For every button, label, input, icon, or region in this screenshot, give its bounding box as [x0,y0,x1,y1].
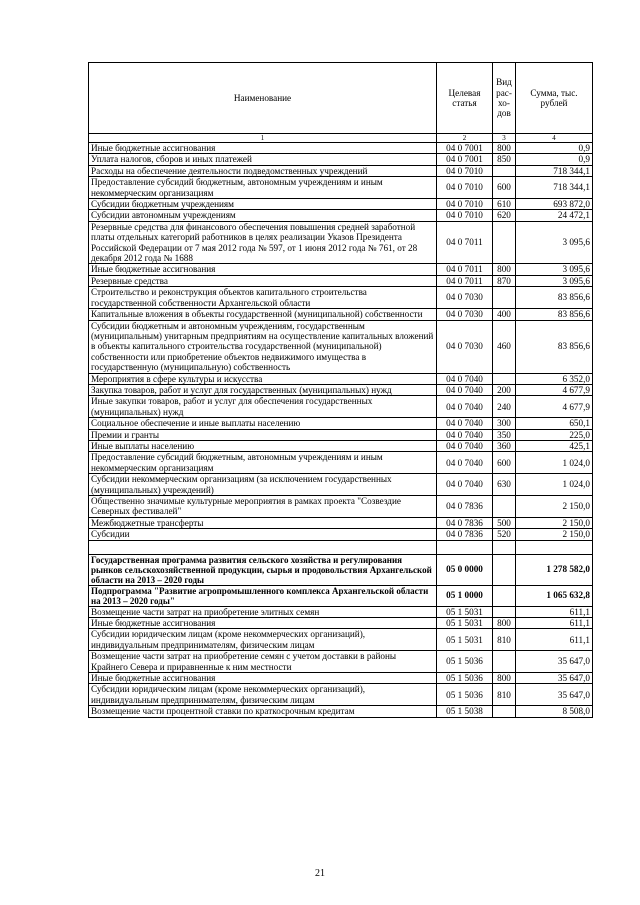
cell-code: 04 0 7040 [437,396,493,418]
cell-name: Субсидии юридическим лицам (кроме некоммерческих организаций), индивидуальным предпринимателям, физическим лицам [89,629,437,651]
table-row [89,651,593,673]
cell-code: 04 0 7836 [437,517,493,528]
cell-name: Иные выплаты населению [89,440,437,451]
cell-vid: 800 [493,673,516,684]
header-sum: Сумма, тыс. рублей [516,63,593,134]
table-row [89,529,593,540]
table-row [89,143,593,154]
cell-code: 05 1 5036 [437,673,493,684]
header-code: Целевая статья [437,63,493,134]
cell-code: 05 1 5038 [437,706,493,717]
table-row [89,384,593,395]
page-number: 21 [315,868,325,879]
cell-sum: 35 647,0 [516,673,593,684]
table-row [89,418,593,429]
table-row [89,673,593,684]
cell-sum: 225,0 [516,429,593,440]
cell-name: Расходы на обеспечение деятельности подведомственных учреждений [89,165,437,176]
cell-sum: 1 024,0 [516,452,593,474]
cell-sum: 24 472,1 [516,210,593,221]
cell-vid [493,496,516,518]
cell-name: Общественно значимые культурные мероприятия в рамках проекта "Созвездие Северных фестивалей" [89,496,437,518]
cell-code: 04 0 7010 [437,165,493,176]
table-row [89,429,593,440]
cell-name: Мероприятия в сфере культуры и искусства [89,373,437,384]
cell-vid: 800 [493,143,516,154]
cell-vid [493,554,516,585]
cell-vid: 810 [493,629,516,651]
table-row [89,264,593,275]
cell-code: 04 0 7010 [437,177,493,199]
table-row [89,309,593,320]
cell-vid: 600 [493,452,516,474]
cell-sum: 4 677,9 [516,384,593,395]
cell-sum: 611,1 [516,606,593,617]
table-row [89,199,593,210]
cell-code: 04 0 7010 [437,210,493,221]
cell-code: 04 0 7040 [437,452,493,474]
cell-sum: 35 647,0 [516,651,593,673]
cell-code: 05 0 0000 [437,554,493,585]
cell-vid: 810 [493,684,516,706]
cell-vid: 460 [493,320,516,373]
cell-sum: 0,9 [516,143,593,154]
cell-vid: 300 [493,418,516,429]
cell-sum [516,540,593,554]
cell-sum: 1 065 632,8 [516,585,593,606]
table-row [89,618,593,629]
cell-sum: 0,9 [516,154,593,165]
cell-vid: 500 [493,517,516,528]
column-number-row [89,134,593,143]
cell-name: Государственная программа развития сельского хозяйства и регулирования рынков сельскохозяйственной продукции, сырья и продовольствия Архангельской области на 2013 – 2020 годы [89,554,437,585]
cell-code: 04 0 7040 [437,429,493,440]
column-number-1: 1 [89,134,437,143]
spacer-row [89,540,593,554]
cell-sum: 6 352,0 [516,373,593,384]
cell-sum: 4 677,9 [516,396,593,418]
cell-sum: 83 856,6 [516,287,593,309]
cell-sum: 611,1 [516,629,593,651]
cell-vid [493,373,516,384]
cell-sum: 83 856,6 [516,309,593,320]
cell-name: Социальное обеспечение и иные выплаты населению [89,418,437,429]
cell-code [437,540,493,554]
cell-name [89,540,437,554]
cell-code: 04 0 7836 [437,529,493,540]
budget-table [88,62,593,718]
cell-vid: 870 [493,275,516,286]
cell-code: 04 0 7040 [437,418,493,429]
cell-vid: 850 [493,154,516,165]
table-row [89,275,593,286]
cell-sum: 1 024,0 [516,474,593,496]
cell-name: Иные бюджетные ассигнования [89,673,437,684]
cell-vid: 800 [493,264,516,275]
column-number-3: 3 [493,134,516,143]
cell-vid: 600 [493,177,516,199]
table-header-row [89,63,593,134]
cell-name: Субсидии бюджетным учреждениям [89,199,437,210]
cell-code: 04 0 7040 [437,440,493,451]
table-row [89,684,593,706]
column-number-2: 2 [437,134,493,143]
table-row [89,165,593,176]
cell-vid [493,651,516,673]
column-number-4: 4 [516,134,593,143]
cell-sum: 83 856,6 [516,320,593,373]
table-row [89,629,593,651]
table-row [89,440,593,451]
cell-code: 04 0 7040 [437,384,493,395]
cell-vid [493,287,516,309]
cell-code: 04 0 7040 [437,474,493,496]
cell-code: 05 1 0000 [437,585,493,606]
cell-name: Возмещение части затрат на приобретение элитных семян [89,606,437,617]
cell-vid: 240 [493,396,516,418]
cell-vid: 630 [493,474,516,496]
table-row [89,452,593,474]
cell-name: Иные закупки товаров, работ и услуг для обеспечения государственных (муниципальных) нужд [89,396,437,418]
cell-sum: 3 095,6 [516,264,593,275]
cell-code: 04 0 7040 [437,373,493,384]
cell-sum: 3 095,6 [516,275,593,286]
cell-name: Иные бюджетные ассигнования [89,618,437,629]
table-row [89,474,593,496]
table-row [89,177,593,199]
cell-name: Межбюджетные трансферты [89,517,437,528]
cell-code: 04 0 7011 [437,275,493,286]
table-row [89,606,593,617]
cell-sum: 425,1 [516,440,593,451]
cell-name: Закупка товаров, работ и услуг для государственных (муниципальных) нужд [89,384,437,395]
cell-name: Субсидии бюджетным и автономным учреждениям, государственным (муниципальным) унитарным предприятиям на осуществление капитальных вложений в объекты капитального строительства государственной (муниципальной) собственности или приобретение объектов недвижимого имущества в государственную (муниципальную) собственность [89,320,437,373]
table-row [89,396,593,418]
cell-name: Субсидии автономным учреждениям [89,210,437,221]
cell-sum: 2 150,0 [516,517,593,528]
cell-vid: 520 [493,529,516,540]
cell-code: 04 0 7030 [437,287,493,309]
cell-name: Возмещение части затрат на приобретение семян с учетом доставки в районы Крайнего Севера и приравненные к ним местности [89,651,437,673]
cell-name: Резервные средства [89,275,437,286]
cell-sum: 611,1 [516,618,593,629]
cell-code: 04 0 7011 [437,221,493,264]
cell-code: 05 1 5036 [437,684,493,706]
cell-name: Подпрограмма "Развитие агропромышленного комплекса Архангельской области на 2013 – 2020 годы" [89,585,437,606]
cell-sum: 693 872,0 [516,199,593,210]
table-row [89,496,593,518]
cell-code: 04 0 7010 [437,199,493,210]
cell-code: 04 0 7030 [437,309,493,320]
cell-code: 04 0 7001 [437,143,493,154]
cell-code: 05 1 5036 [437,651,493,673]
table-row [89,585,593,606]
cell-vid: 350 [493,429,516,440]
cell-code: 05 1 5031 [437,606,493,617]
cell-name: Субсидии юридическим лицам (кроме некоммерческих организаций), индивидуальным предпринимателям, физическим лицам [89,684,437,706]
cell-code: 04 0 7011 [437,264,493,275]
cell-vid: 200 [493,384,516,395]
cell-sum: 718 344,1 [516,165,593,176]
table-row [89,554,593,585]
cell-name: Субсидии некоммерческим организациям (за исключением государственных (муниципальных) учреждений) [89,474,437,496]
cell-sum: 718 344,1 [516,177,593,199]
cell-sum: 8 508,0 [516,706,593,717]
cell-vid [493,585,516,606]
cell-code: 04 0 7836 [437,496,493,518]
cell-code: 05 1 5031 [437,629,493,651]
cell-name: Премии и гранты [89,429,437,440]
cell-vid: 400 [493,309,516,320]
cell-sum: 35 647,0 [516,684,593,706]
table-row [89,706,593,717]
cell-vid: 620 [493,210,516,221]
cell-vid: 360 [493,440,516,451]
cell-name: Возмещение части процентной ставки по краткосрочным кредитам [89,706,437,717]
header-name: Наименование [89,63,437,134]
cell-name: Предоставление субсидий бюджетным, автономным учреждениям и иным некоммерческим организациям [89,177,437,199]
table-row [89,373,593,384]
cell-name: Строительство и реконструкция объектов капитального строительства государственной собственности Архангельской области [89,287,437,309]
cell-vid [493,606,516,617]
cell-sum: 3 095,6 [516,221,593,264]
table-row [89,320,593,373]
table-body [89,143,593,718]
cell-name: Иные бюджетные ассигнования [89,264,437,275]
cell-name: Резервные средства для финансового обеспечения повышения средней заработной платы отдельных категорий работников в целях реализации Указов Президента Российской Федерации от 7 мая 2012 года № 597, от 1 июня 2012 года № 761, от 28 декабря 2012 года № 1688 [89,221,437,264]
cell-sum: 2 150,0 [516,529,593,540]
cell-name: Иные бюджетные ассигнования [89,143,437,154]
cell-sum: 650,1 [516,418,593,429]
cell-vid [493,165,516,176]
header-vid: Вид рас-хо-дов [493,63,516,134]
cell-code: 04 0 7001 [437,154,493,165]
cell-vid [493,221,516,264]
cell-sum: 2 150,0 [516,496,593,518]
cell-name: Предоставление субсидий бюджетным, автономным учреждениям и иным некоммерческим организациям [89,452,437,474]
table-row [89,210,593,221]
cell-vid: 610 [493,199,516,210]
cell-vid [493,706,516,717]
budget-document [88,62,592,718]
table-row [89,287,593,309]
table-row [89,154,593,165]
table-row [89,221,593,264]
cell-vid [493,540,516,554]
cell-sum: 1 278 582,0 [516,554,593,585]
cell-name: Субсидии [89,529,437,540]
cell-code: 05 1 5031 [437,618,493,629]
cell-name: Уплата налогов, сборов и иных платежей [89,154,437,165]
cell-name: Капитальные вложения в объекты государственной (муниципальной) собственности [89,309,437,320]
cell-code: 04 0 7030 [437,320,493,373]
table-row [89,517,593,528]
cell-vid: 800 [493,618,516,629]
